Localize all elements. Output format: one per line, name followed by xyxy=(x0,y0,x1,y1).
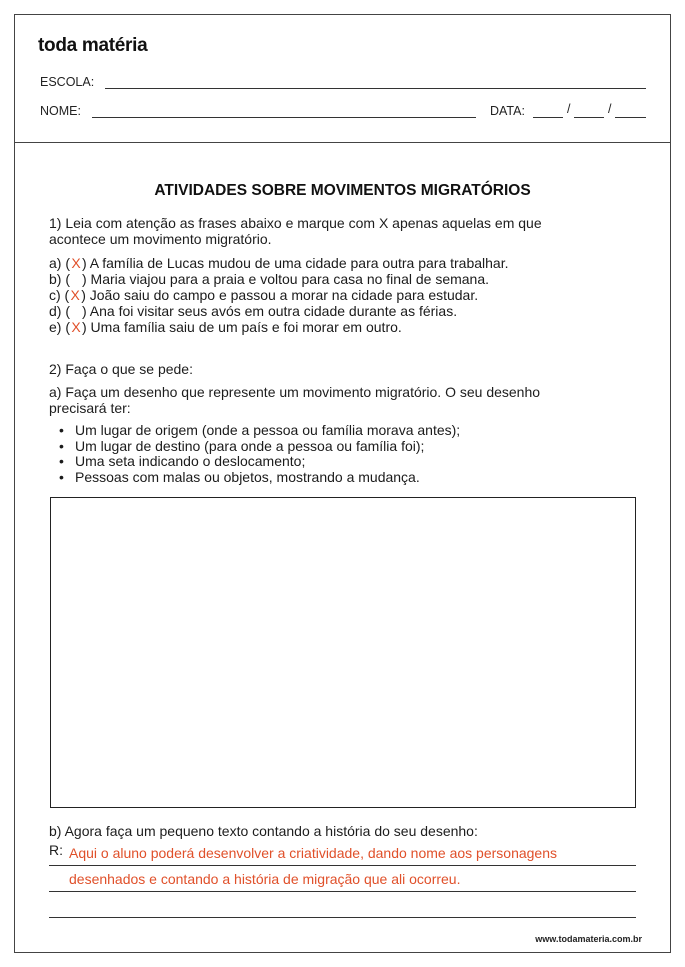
checkbox-mark[interactable]: X xyxy=(71,319,81,335)
date-label: DATA: xyxy=(490,104,525,118)
date-month-line xyxy=(574,117,604,118)
answer-text-line2[interactable]: desenhados e contando a história de migração que ali ocorreu. xyxy=(69,871,461,887)
q1-option-e: e) (X) Uma família saiu de um país e foi morar em outro. xyxy=(49,319,402,335)
q1-prompt-line2: acontece um movimento migratório. xyxy=(49,231,272,247)
name-label: NOME: xyxy=(40,104,81,118)
q2a-prompt-line1: a) Faça um desenho que represente um movimento migratório. O seu desenho xyxy=(49,384,541,400)
drawing-area[interactable] xyxy=(50,497,636,808)
list-item: • Um lugar de origem (onde a pessoa ou família morava antes); xyxy=(71,423,460,439)
list-item: • Uma seta indicando o deslocamento; xyxy=(71,454,460,470)
q2-prompt: 2) Faça o que se pede: xyxy=(49,361,193,377)
answer-text-line1[interactable]: Aqui o aluno poderá desenvolver a criatividade, dando nome aos personagens xyxy=(69,845,558,861)
q1-option-d: d) ( ) Ana foi visitar seus avós em outra cidade durante as férias. xyxy=(49,303,458,319)
answer-line-3[interactable] xyxy=(49,917,636,918)
date-separator-2: / xyxy=(608,102,612,116)
list-item: • Um lugar de destino (para onde a pessoa ou família foi); xyxy=(71,439,460,455)
answer-line-1 xyxy=(49,865,636,866)
footer-url: www.todamateria.com.br xyxy=(535,934,642,944)
q2b-prompt: b) Agora faça um pequeno texto contando a história do seu desenho: xyxy=(49,823,478,839)
date-day-line xyxy=(533,117,563,118)
q1-option-a: a) (X) A família de Lucas mudou de uma cidade para outra para trabalhar. xyxy=(49,255,509,271)
q1-option-b: b) ( ) Maria viajou para a praia e voltou para casa no final de semana. xyxy=(49,271,490,287)
header xyxy=(15,15,670,143)
name-line xyxy=(92,117,476,118)
q1-prompt-line1: 1) Leia com atenção as frases abaixo e marque com X apenas aquelas em que xyxy=(49,215,542,231)
answer-label: R: xyxy=(49,842,63,858)
logo: toda matéria xyxy=(38,35,148,56)
answer-line-2 xyxy=(49,891,636,892)
requirements-list xyxy=(71,423,460,485)
checkbox-mark[interactable]: X xyxy=(71,255,81,271)
school-line xyxy=(105,88,646,89)
worksheet xyxy=(14,14,671,953)
list-item: • Pessoas com malas ou objetos, mostrando a mudança. xyxy=(71,470,460,486)
date-separator-1: / xyxy=(567,102,571,116)
q2a-prompt-line2: precisará ter: xyxy=(49,400,131,416)
page-title: ATIVIDADES SOBRE MOVIMENTOS MIGRATÓRIOS xyxy=(154,182,531,199)
q1-option-c: c) (X) João saiu do campo e passou a morar na cidade para estudar. xyxy=(49,287,479,303)
date-year-line xyxy=(615,117,646,118)
school-label: ESCOLA: xyxy=(40,75,95,89)
checkbox-mark[interactable]: X xyxy=(70,287,80,303)
